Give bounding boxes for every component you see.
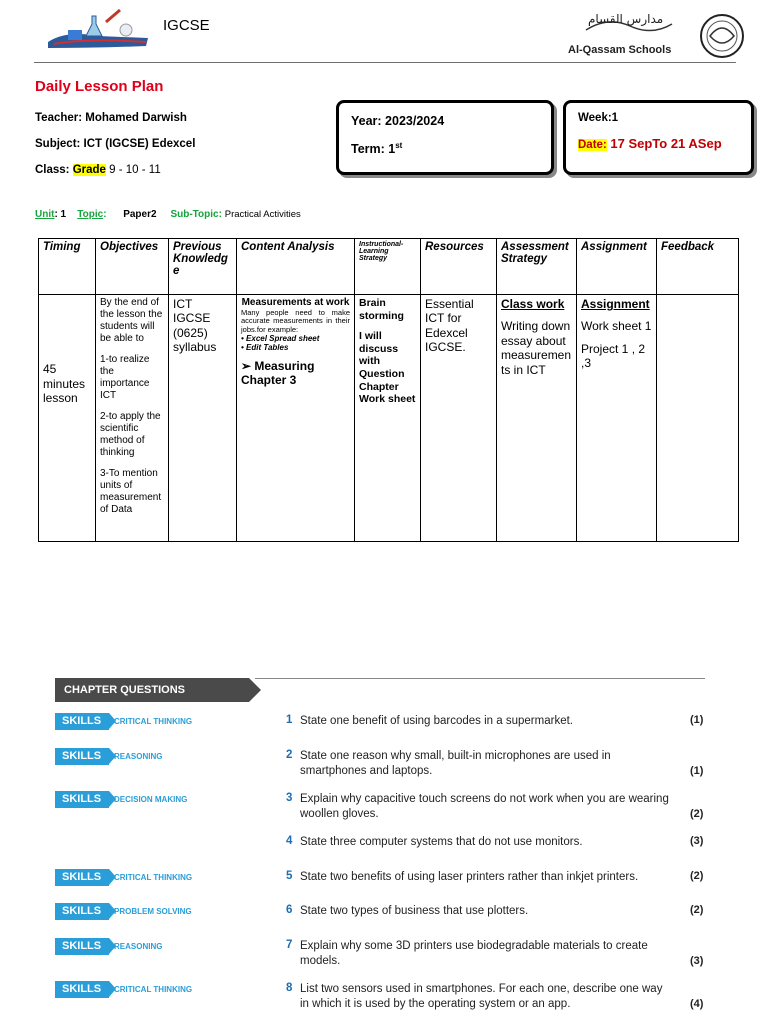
assignment-item: Project 1 , 2 ,3 (581, 341, 646, 371)
skill-name: CRITICAL THINKING (114, 717, 193, 726)
skills-badge: SKILLS (55, 869, 109, 886)
date-line (578, 136, 722, 151)
header-objectives: Objectives (96, 239, 169, 295)
skills-badge: SKILLS (55, 981, 109, 998)
header-timing: Timing (39, 239, 96, 295)
table-header-row (39, 239, 739, 295)
skill-name: REASONING (114, 752, 163, 761)
question-number: 5 (286, 870, 293, 882)
lesson-plan-table (38, 238, 739, 542)
content-title: Measurements at work (241, 297, 350, 308)
skills-badge: SKILLS (55, 791, 109, 808)
header-feedback: Feedback (657, 239, 739, 295)
strategy-cell (355, 295, 421, 542)
skill-name: REASONING (114, 942, 163, 951)
header-content-analysis: Content Analysis (237, 239, 355, 295)
header-divider (34, 62, 736, 63)
objectives-cell (96, 295, 169, 542)
question-text: List two sensors used in smartphones. For each one, describe one way in which it is used by the operating system or an app. (300, 983, 663, 1010)
skills-badge: SKILLS (55, 748, 109, 765)
subtopic-label: Sub-Topic: (170, 209, 222, 220)
content-item-label: Excel Spread sheet (246, 333, 320, 343)
header-assignment: Assignment (577, 239, 657, 295)
question-item (0, 791, 768, 835)
unit-topic-line: Unit: 1 Topic: Paper2 Sub-Topic: Practical Activities (35, 209, 301, 220)
question-text: State two types of business that use plotters. (300, 905, 529, 917)
page-title: Daily Lesson Plan (35, 78, 164, 95)
term-sup: st (395, 141, 403, 150)
question-text: State two benefits of using laser printers rather than inkjet printers. (300, 871, 639, 883)
question-number: 7 (286, 939, 293, 951)
term-text: Term: 1 (351, 142, 396, 157)
skills-badge: SKILLS (55, 938, 109, 955)
school-arabic-name: مدارس القسام (588, 12, 664, 26)
class-grade-highlight: Grade (72, 164, 106, 176)
question-text: State one reason why small, built-in microphones are used in smartphones and laptops. (300, 750, 611, 777)
question-marks: (1) (690, 765, 704, 777)
question-marks: (1) (690, 714, 704, 726)
chapter-questions-rule (255, 678, 705, 679)
unit-label: Unit (35, 209, 55, 220)
assignment-item: Work sheet 1 (581, 319, 652, 334)
question-marks: (2) (690, 904, 704, 916)
igcse-logo (46, 8, 158, 50)
assignment-cell (577, 295, 657, 542)
content-analysis-cell (237, 295, 355, 542)
term-label (351, 141, 402, 156)
feedback-cell (657, 295, 739, 542)
resources-cell: Essential ICT for Edexcel IGCSE. (421, 295, 497, 542)
skills-badge: SKILLS (55, 903, 109, 920)
objective-intro: By the end of the lesson the students will be able to (100, 297, 163, 344)
skill-name: CRITICAL THINKING (114, 873, 193, 882)
year-term-box (336, 100, 554, 175)
question-number: 6 (286, 904, 293, 916)
skill-name: CRITICAL THINKING (114, 985, 193, 994)
question-item (0, 981, 768, 1025)
date-value: 17 SepTo 21 ASep (606, 136, 722, 151)
unit-value: : 1 (54, 209, 67, 220)
question-text: Explain why some 3D printers use biodegradable materials to create models. (300, 940, 648, 967)
skills-badge: SKILLS (55, 713, 109, 730)
class-line (35, 164, 161, 176)
table-row (39, 295, 739, 542)
question-marks: (2) (690, 808, 704, 820)
question-marks: (3) (690, 955, 704, 967)
content-body: Many people need to make accurate measurements in their jobs.for example: (241, 308, 350, 334)
subtopic-value: Practical Activities (224, 209, 301, 220)
header-previous-knowledge: Previous Knowledg e (169, 239, 237, 295)
skill-name: PROBLEM SOLVING (114, 907, 192, 916)
topic-label: Topic (77, 209, 104, 220)
question-item (0, 748, 768, 792)
objective-2: 2-to apply the scientific method of thinking (100, 411, 161, 458)
question-text: State one benefit of using barcodes in a supermarket. (300, 715, 573, 727)
class-grades: 9 - 10 - 11 (105, 164, 161, 176)
week-label: Week:1 (578, 112, 619, 124)
question-text: Explain why capacitive touch screens do not work when you are wearing woollen gloves. (300, 793, 669, 820)
assessment-title: Class work (501, 297, 565, 311)
previous-knowledge-cell: ICT IGCSE (0625) syllabus (169, 295, 237, 542)
header-resources: Resources (421, 239, 497, 295)
school-name: Al-Qassam Schools (568, 44, 672, 56)
content-item: • Excel Spread sheet (241, 333, 320, 343)
assignment-title: Assignment (581, 297, 650, 311)
content-item: • Edit Tables (241, 343, 289, 353)
question-number: 8 (286, 982, 293, 994)
topic-value: Paper2 (123, 209, 157, 220)
subject-line: Subject: ICT (IGCSE) Edexcel (35, 138, 196, 150)
objective-1: 1-to realize the importance ICT (100, 354, 150, 401)
question-number: 1 (286, 714, 293, 726)
question-text: State three computer systems that do not use monitors. (300, 836, 583, 848)
chapter-questions-title: CHAPTER QUESTIONS (64, 684, 186, 696)
assessment-body: Writing down essay about measuremen ts in ICT (501, 319, 572, 377)
school-logo (568, 12, 750, 60)
question-marks: (3) (690, 835, 704, 847)
question-marks: (2) (690, 870, 704, 882)
week-date-box (563, 100, 754, 175)
strategy-2: I will discuss with Question Chapter Work sheet (359, 330, 416, 406)
strategy-1: Brain storming (359, 297, 404, 322)
content-item-label: Edit Tables (246, 343, 289, 353)
question-marks: (4) (690, 998, 704, 1010)
header-strategy: Instructional-Learning Strategy (355, 239, 421, 295)
measuring-label: Measuring Chapter 3 (241, 358, 315, 388)
assessment-cell (497, 295, 577, 542)
question-number: 2 (286, 749, 293, 761)
teacher-line: Teacher: Mohamed Darwish (35, 112, 187, 124)
question-item (0, 938, 768, 982)
question-number: 4 (286, 835, 293, 847)
objective-3: 3-To mention units of measurement of Data (100, 468, 162, 515)
measuring-line: ➢ Measuring Chapter 3 (241, 358, 315, 388)
igcse-label: IGCSE (163, 17, 210, 34)
date-label: Date: (578, 139, 607, 151)
question-number: 3 (286, 792, 293, 804)
year-label: Year: 2023/2024 (351, 114, 445, 128)
header-assessment: Assessment Strategy (497, 239, 577, 295)
skill-name: DECISION MAKING (114, 795, 188, 804)
timing-cell: 45 minutes lesson (39, 295, 96, 542)
class-prefix: Class: (35, 164, 73, 176)
